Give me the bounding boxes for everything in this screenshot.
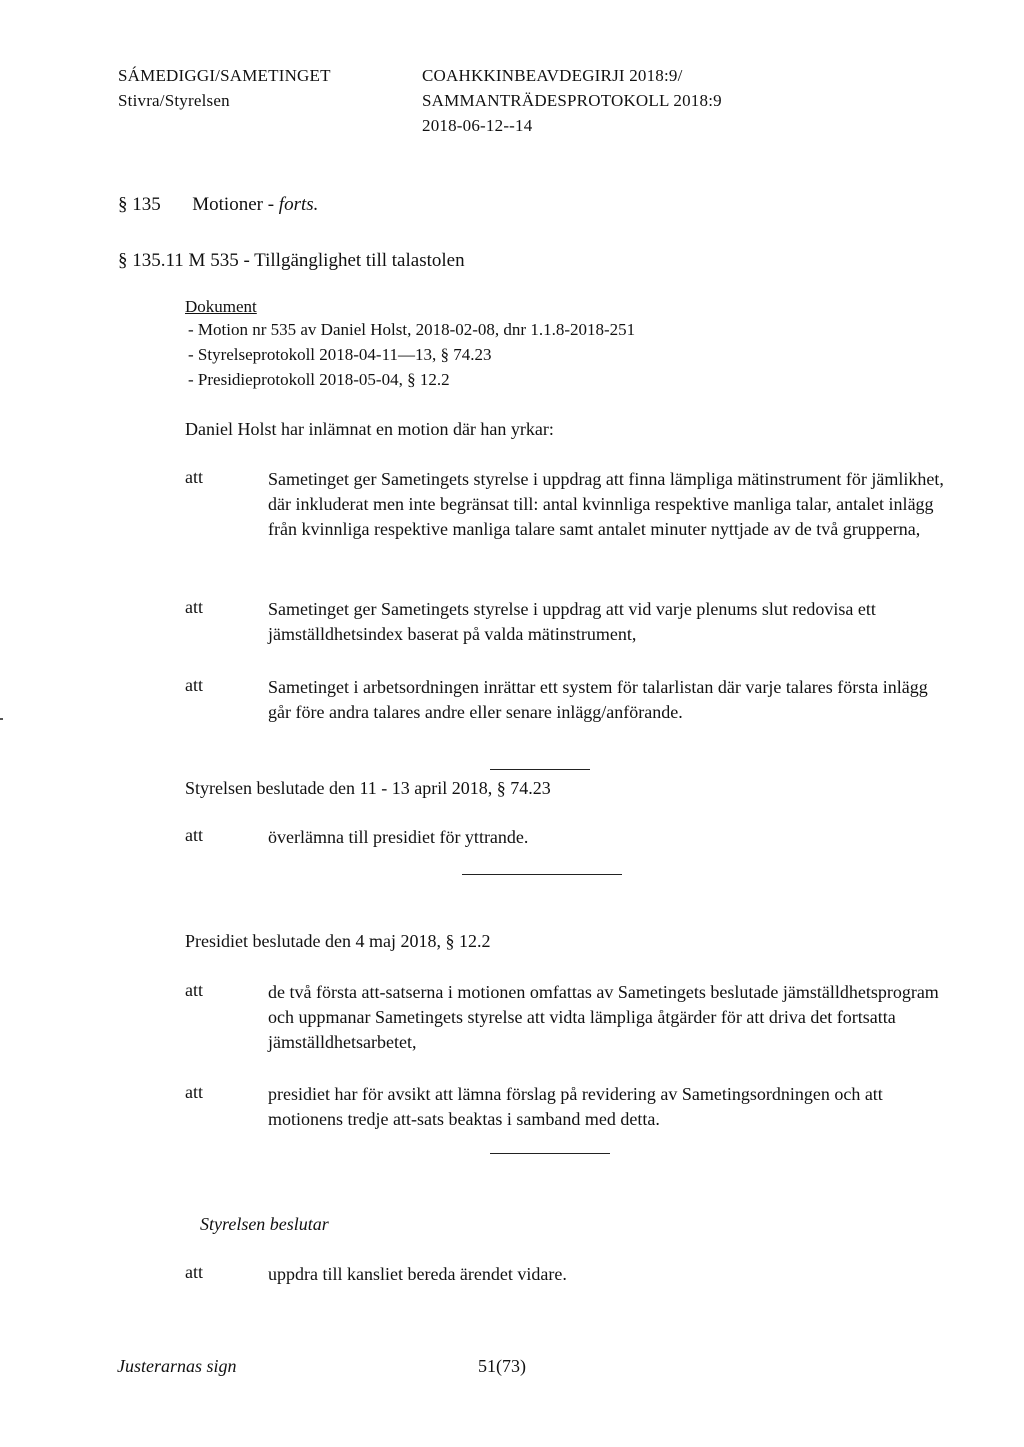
org-name: SÁMEDIGGI/SAMETINGET [118, 66, 331, 85]
motion-intro: Daniel Holst har inlämnat en motion där han yrkar: [185, 419, 554, 439]
att-marker: att [185, 1082, 203, 1102]
document-item: - Styrelseprotokoll 2018-04-11—13, § 74.23 [188, 345, 492, 364]
motion-clause-text: Sametinget i arbetsordningen inrättar ett system för talarlistan där varje talares första inlägg går före andra talares andre eller senare inlägg/anförande. [268, 677, 928, 722]
presidium-decision-heading: Presidiet beslutade den 4 maj 2018, § 12.2 [185, 931, 491, 951]
att-marker: att [185, 825, 203, 845]
separator-line [490, 769, 590, 770]
att-marker: att [185, 675, 203, 695]
scan-artifact [0, 718, 3, 720]
protocol-title-sami: COAHKKINBEAVDEGIRJI 2018:9/ [422, 66, 683, 85]
att-marker: att [185, 597, 203, 617]
final-decision-text: uppdra till kansliet bereda ärendet vidare. [268, 1264, 567, 1284]
meeting-dates: 2018-06-12--14 [422, 116, 533, 135]
section-number: § 135 [118, 194, 161, 215]
protocol-title-swedish: SAMMANTRÄDESPROTOKOLL 2018:9 [422, 91, 722, 110]
board-decision-text: överlämna till presidiet för yttrande. [268, 827, 529, 847]
att-marker: att [185, 467, 203, 487]
documents-label: Dokument [185, 297, 257, 316]
separator-line [462, 874, 622, 875]
subsection-heading: § 135.11 M 535 - Tillgänglighet till talastolen [118, 250, 465, 271]
page-number: 51(73) [478, 1356, 526, 1376]
motion-clause-text: Sametinget ger Sametingets styrelse i uppdrag att vid varje plenums slut redovisa ett jämställdhetsindex baserat på valda mätinstrument, [268, 599, 876, 644]
att-marker: att [185, 980, 203, 1000]
separator-line [490, 1153, 610, 1154]
final-decision-heading: Styrelsen beslutar [200, 1214, 329, 1234]
presidium-decision-text: presidiet har för avsikt att lämna förslag på revidering av Sametingsordningen och att motionens tredje att-sats beaktas i samband med detta. [268, 1084, 883, 1129]
section-heading [118, 194, 318, 216]
signature-label: Justerarnas sign [117, 1356, 237, 1376]
document-item: - Presidieprotokoll 2018-05-04, § 12.2 [188, 370, 450, 389]
org-unit: Stivra/Styrelsen [118, 91, 230, 110]
document-item: - Motion nr 535 av Daniel Holst, 2018-02-08, dnr 1.1.8-2018-251 [188, 320, 636, 339]
board-decision-heading: Styrelsen beslutade den 11 - 13 april 2018, § 74.23 [185, 778, 551, 798]
section-title: Motioner - [192, 194, 279, 215]
att-marker: att [185, 1262, 203, 1282]
presidium-decision-text: de två första att-satserna i motionen omfattas av Sametingets beslutade jämställdhetsprogram och uppmanar Sametingets styrelse att vidta lämpliga åtgärder för att driva det fortsatta jämställdhetsarbetet, [268, 982, 939, 1052]
section-title-continued: forts. [278, 194, 319, 215]
motion-clause-text: Sametinget ger Sametingets styrelse i uppdrag att finna lämpliga mätinstrument för jämlikhet, där inkluderat men inte begränsat till: antal kvinnliga respektive manliga talar, antalet inlägg från kvinnliga respektive manliga talare samt antalet minuter nyttjade av de två grupperna, [268, 469, 944, 539]
